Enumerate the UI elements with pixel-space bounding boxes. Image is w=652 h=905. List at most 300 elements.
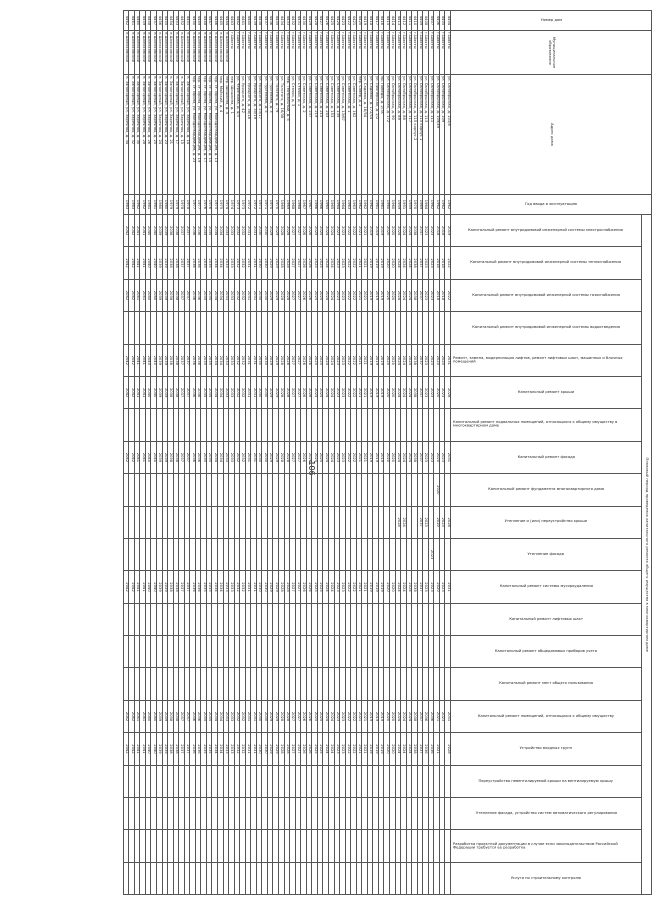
cell-work-year: 2019: [445, 215, 451, 247]
cell-address: м/р. ст. Ирина, ул. Молодогвардейцев, д. 15: [206, 75, 212, 195]
cell-work-year: 2034: [218, 700, 224, 732]
cell-work-year: [367, 409, 373, 441]
cell-work-year: [212, 636, 218, 668]
cell-num: 4438: [256, 11, 262, 31]
cell-work-year: [367, 538, 373, 570]
cell-work-year: [190, 830, 196, 862]
cell-work-year: [417, 668, 423, 700]
cell-work-year: [123, 474, 129, 506]
cell-work-year: [173, 765, 179, 797]
cell-work-year: [306, 474, 312, 506]
cell-work-year: [223, 409, 229, 441]
cell-work-year: 2021: [362, 571, 368, 603]
table-row: [195, 11, 201, 895]
cell-work-year: [157, 765, 163, 797]
cell-work-year: 2024: [323, 376, 329, 408]
cell-work-year: [323, 830, 329, 862]
cell-work-year: [306, 862, 312, 895]
cell-work-year: [256, 668, 262, 700]
cell-work-year: 2031: [245, 441, 251, 473]
cell-num: 4413: [395, 11, 401, 31]
cell-municipality: г.Шахты: [389, 31, 395, 75]
cell-work-year: [295, 668, 301, 700]
cell-work-year: 2039: [162, 700, 168, 732]
cell-work-year: [351, 603, 357, 635]
cell-work-year: [345, 603, 351, 635]
cell-work-year: [206, 830, 212, 862]
cell-work-year: 2035: [201, 279, 207, 311]
cell-work-year: 2038: [173, 215, 179, 247]
cell-work-year: 2025: [312, 247, 318, 279]
cell-work-year: 2021: [356, 441, 362, 473]
cell-work-year: 2033: [223, 247, 229, 279]
cell-work-year: 2021: [356, 571, 362, 603]
cell-work-year: [284, 409, 290, 441]
cell-work-year: [423, 474, 429, 506]
cell-work-year: 2024: [323, 571, 329, 603]
cell-work-year: [412, 798, 418, 830]
cell-municipality: г.Шахты: [378, 31, 384, 75]
cell-work-year: [140, 862, 146, 895]
cell-work-year: [129, 506, 135, 538]
cell-work-year: [223, 668, 229, 700]
cell-work-year: [306, 765, 312, 797]
cell-work-year: 2023: [439, 571, 445, 603]
cell-municipality: г.Шахты: [412, 31, 418, 75]
cell-work-year: 2024: [401, 441, 407, 473]
cell-address: ул. Октябрьская, д. 109: [439, 75, 445, 195]
cell-work-year: [417, 474, 423, 506]
cell-municipality: г.Шахты: [267, 31, 273, 75]
table-row: [134, 11, 140, 895]
header-work-20: Услуги по строительному контролю: [451, 862, 642, 895]
cell-work-year: 2041: [134, 733, 140, 765]
cell-work-year: [434, 603, 440, 635]
cell-work-year: [123, 312, 129, 344]
cell-year: 1971: [256, 195, 262, 215]
cell-work-year: [218, 862, 224, 895]
cell-work-year: [312, 474, 318, 506]
cell-work-year: 2032: [240, 344, 246, 376]
cell-work-year: [256, 538, 262, 570]
cell-work-year: [162, 538, 168, 570]
cell-work-year: 2030: [256, 344, 262, 376]
cell-year: 1982: [134, 195, 140, 215]
cell-work-year: [179, 312, 185, 344]
cell-work-year: 2024: [406, 733, 412, 765]
cell-work-year: [134, 603, 140, 635]
cell-work-year: [262, 409, 268, 441]
cell-num: 4408: [423, 11, 429, 31]
cell-work-year: 2021: [362, 733, 368, 765]
cell-work-year: 2023: [334, 344, 340, 376]
cell-work-year: [351, 862, 357, 895]
cell-work-year: [195, 798, 201, 830]
cell-work-year: 2042: [129, 376, 135, 408]
cell-work-year: 2024: [395, 344, 401, 376]
cell-work-year: [423, 862, 429, 895]
cell-work-year: [195, 862, 201, 895]
cell-work-year: 2039: [162, 344, 168, 376]
cell-work-year: [445, 603, 451, 635]
cell-work-year: 2032: [240, 700, 246, 732]
cell-work-year: [334, 636, 340, 668]
cell-work-year: 2023: [423, 279, 429, 311]
cell-work-year: 2023: [334, 215, 340, 247]
cell-work-year: [195, 830, 201, 862]
cell-work-year: 2022: [345, 247, 351, 279]
cell-work-year: [251, 506, 257, 538]
cell-work-year: [428, 312, 434, 344]
cell-work-year: [206, 506, 212, 538]
cell-work-year: [317, 765, 323, 797]
cell-work-year: 2028: [284, 215, 290, 247]
cell-address: ул. Советская, д. 162: [351, 75, 357, 195]
cell-work-year: [184, 506, 190, 538]
cell-work-year: 2024: [323, 247, 329, 279]
cell-work-year: 2035: [206, 700, 212, 732]
cell-work-year: [290, 798, 296, 830]
cell-address: ул. Советская, д. 2: [301, 75, 307, 195]
cell-work-year: 2031: [245, 279, 251, 311]
cell-year: 1981: [145, 195, 151, 215]
cell-work-year: 2019: [378, 247, 384, 279]
cell-work-year: [323, 506, 329, 538]
cell-work-year: [384, 506, 390, 538]
cell-work-year: [151, 603, 157, 635]
cell-work-year: [245, 506, 251, 538]
cell-address: ул. Октябрьская, д. 109/49: [434, 75, 440, 195]
cell-work-year: 2041: [140, 376, 146, 408]
cell-year: 1968: [295, 195, 301, 215]
cell-work-year: 2018: [434, 215, 440, 247]
cell-work-year: 2030: [256, 215, 262, 247]
cell-work-year: [384, 474, 390, 506]
cell-num: 4457: [151, 11, 157, 31]
cell-work-year: [301, 830, 307, 862]
cell-work-year: 2030: [262, 441, 268, 473]
cell-work-year: 2027: [295, 700, 301, 732]
cell-work-year: [406, 798, 412, 830]
table-row: [428, 11, 434, 895]
cell-work-year: 2042: [123, 376, 129, 408]
cell-work-year: 2029: [273, 733, 279, 765]
cell-work-year: 2038: [412, 700, 418, 732]
cell-work-year: [423, 603, 429, 635]
cell-work-year: [401, 312, 407, 344]
capital-repair-schedule-table: [123, 10, 652, 895]
cell-work-year: 2020: [434, 376, 440, 408]
cell-work-year: 2033: [229, 441, 235, 473]
cell-work-year: [179, 862, 185, 895]
cell-work-year: [384, 830, 390, 862]
cell-work-year: 2023: [340, 571, 346, 603]
table-row: [234, 11, 240, 895]
cell-work-year: 2023: [439, 441, 445, 473]
cell-work-year: [412, 765, 418, 797]
cell-work-year: 2039: [162, 441, 168, 473]
cell-work-year: [195, 668, 201, 700]
cell-work-year: 2034: [218, 344, 224, 376]
cell-work-year: [157, 668, 163, 700]
cell-work-year: [279, 830, 285, 862]
cell-work-year: 2033: [229, 571, 235, 603]
cell-work-year: 2038: [168, 344, 174, 376]
cell-work-year: [334, 668, 340, 700]
cell-work-year: [356, 798, 362, 830]
header-work-13: Капитальный ремонт общедомовых приборов учета: [451, 636, 642, 668]
cell-work-year: [145, 668, 151, 700]
cell-work-year: [395, 312, 401, 344]
cell-work-year: [334, 830, 340, 862]
cell-work-year: 2036: [195, 376, 201, 408]
cell-work-year: [256, 506, 262, 538]
cell-work-year: [218, 474, 224, 506]
table-row: [190, 11, 196, 895]
cell-work-year: 2024: [395, 279, 401, 311]
cell-work-year: 2039: [157, 441, 163, 473]
cell-work-year: [134, 474, 140, 506]
cell-work-year: [134, 765, 140, 797]
cell-address: ул. Садовая, д. 172/14: [367, 75, 373, 195]
cell-work-year: 2023: [334, 571, 340, 603]
cell-num: 4415: [384, 11, 390, 31]
cell-year: 1972: [251, 195, 257, 215]
cell-work-year: [362, 474, 368, 506]
cell-work-year: [428, 668, 434, 700]
cell-work-year: [423, 538, 429, 570]
cell-work-year: 2031: [245, 733, 251, 765]
cell-work-year: 2023: [423, 344, 429, 376]
cell-num: 4429: [306, 11, 312, 31]
cell-work-year: 2036: [190, 215, 196, 247]
cell-work-year: [168, 409, 174, 441]
cell-work-year: [234, 830, 240, 862]
cell-work-year: 2035: [201, 733, 207, 765]
cell-work-year: 2029: [267, 733, 273, 765]
cell-work-year: [267, 798, 273, 830]
table-row: [356, 11, 362, 895]
cell-work-year: [439, 798, 445, 830]
cell-work-year: 2024: [328, 344, 334, 376]
cell-municipality: п.Шолоховский: [123, 31, 129, 75]
cell-work-year: [179, 506, 185, 538]
cell-work-year: [428, 636, 434, 668]
table-row: [395, 11, 401, 895]
cell-work-year: [417, 830, 423, 862]
cell-year: 1965: [323, 195, 329, 215]
cell-work-year: 2020: [389, 279, 395, 311]
cell-work-year: [212, 474, 218, 506]
cell-work-year: 2031: [445, 344, 451, 376]
cell-work-year: [245, 409, 251, 441]
header-municipality: Муниципальное образование: [451, 31, 652, 75]
cell-work-year: [223, 312, 229, 344]
cell-num: 4427: [317, 11, 323, 31]
cell-work-year: 2035: [206, 247, 212, 279]
cell-work-year: 2035: [206, 441, 212, 473]
cell-work-year: [389, 506, 395, 538]
cell-work-year: [168, 636, 174, 668]
table-row: [157, 11, 163, 895]
cell-work-year: [173, 538, 179, 570]
cell-work-year: [234, 862, 240, 895]
cell-address: п. Заполярный, ул. Заречная, д. 28: [140, 75, 146, 195]
cell-municipality: г.Шахты: [295, 31, 301, 75]
cell-work-year: 2024: [395, 700, 401, 732]
cell-work-year: [306, 798, 312, 830]
cell-work-year: 2026: [301, 376, 307, 408]
cell-work-year: 2026: [301, 441, 307, 473]
cell-address: п. Заполярный, ул. Заречная, д. 14: [184, 75, 190, 195]
cell-work-year: [173, 312, 179, 344]
cell-work-year: [229, 538, 235, 570]
cell-work-year: [201, 636, 207, 668]
cell-municipality: г.Шахты: [328, 31, 334, 75]
cell-work-year: 2023: [423, 506, 429, 538]
cell-work-year: 2028: [445, 506, 451, 538]
cell-work-year: 2019: [373, 247, 379, 279]
cell-work-year: [434, 409, 440, 441]
cell-work-year: 2040: [151, 279, 157, 311]
cell-work-year: 2025: [317, 344, 323, 376]
cell-work-year: 2026: [306, 344, 312, 376]
cell-address: ул. Стачки, д. 1: [295, 75, 301, 195]
cell-work-year: 2020: [434, 506, 440, 538]
cell-address: пер. Театральный, д. 5: [284, 75, 290, 195]
cell-work-year: [251, 474, 257, 506]
cell-work-year: 2031: [245, 247, 251, 279]
cell-work-year: [223, 765, 229, 797]
cell-work-year: [184, 668, 190, 700]
cell-address: ул. Советская, д. 219: [312, 75, 318, 195]
cell-municipality: г.Шахты: [251, 31, 257, 75]
cell-work-year: 2025: [312, 700, 318, 732]
cell-work-year: 2038: [173, 376, 179, 408]
cell-work-year: 2025: [312, 733, 318, 765]
cell-work-year: 2036: [190, 247, 196, 279]
cell-work-year: [190, 538, 196, 570]
cell-work-year: [168, 862, 174, 895]
cell-num: 4412: [401, 11, 407, 31]
cell-work-year: [412, 636, 418, 668]
cell-work-year: 2022: [345, 215, 351, 247]
cell-work-year: [234, 506, 240, 538]
cell-work-year: 2042: [129, 344, 135, 376]
table-row: [173, 11, 179, 895]
cell-work-year: [279, 312, 285, 344]
cell-work-year: [173, 603, 179, 635]
cell-municipality: г.Шахты: [301, 31, 307, 75]
cell-work-year: [151, 765, 157, 797]
header-work-7: Капитальный ремонт фасада: [451, 441, 642, 473]
cell-work-year: [362, 636, 368, 668]
cell-municipality: г.Шахты: [312, 31, 318, 75]
cell-address: п. Заполярный, ул. Заречная, д. 17: [173, 75, 179, 195]
cell-work-year: [145, 636, 151, 668]
cell-work-year: [168, 603, 174, 635]
cell-work-year: [295, 603, 301, 635]
cell-work-year: 2038: [173, 344, 179, 376]
cell-work-year: [290, 636, 296, 668]
cell-address: ул. Советская, д. 237: [306, 75, 312, 195]
cell-work-year: [229, 765, 235, 797]
cell-work-year: [240, 668, 246, 700]
cell-work-year: [262, 798, 268, 830]
cell-work-year: [129, 798, 135, 830]
cell-work-year: [229, 668, 235, 700]
cell-work-year: [245, 474, 251, 506]
cell-address: ул. Черенкова, д. 4/3: [234, 75, 240, 195]
table-row: [129, 11, 135, 895]
cell-work-year: 2019: [378, 279, 384, 311]
cell-work-year: [378, 312, 384, 344]
cell-work-year: 2020: [434, 344, 440, 376]
cell-work-year: 2040: [145, 215, 151, 247]
cell-work-year: 2037: [417, 571, 423, 603]
cell-work-year: 2023: [428, 215, 434, 247]
cell-num: 4453: [173, 11, 179, 31]
page-number: 106: [307, 460, 316, 476]
cell-work-year: 2031: [445, 441, 451, 473]
cell-work-year: [195, 765, 201, 797]
cell-work-year: [151, 474, 157, 506]
cell-work-year: 2033: [229, 700, 235, 732]
cell-work-year: 2023: [340, 700, 346, 732]
cell-work-year: [362, 603, 368, 635]
header-work-15: Капитальный ремонт помещений, относящихся к общему имуществу: [451, 700, 642, 732]
cell-work-year: [201, 765, 207, 797]
cell-work-year: [317, 862, 323, 895]
table-row: [145, 11, 151, 895]
cell-work-year: [229, 603, 235, 635]
cell-work-year: [162, 765, 168, 797]
cell-work-year: [173, 409, 179, 441]
cell-work-year: 2030: [256, 571, 262, 603]
cell-work-year: [445, 409, 451, 441]
cell-work-year: 2024: [323, 279, 329, 311]
cell-address: п. Заполярный, ул. Заречная, д. 26: [145, 75, 151, 195]
cell-work-year: 2033: [223, 733, 229, 765]
cell-work-year: [334, 409, 340, 441]
cell-work-year: [251, 312, 257, 344]
cell-work-year: [389, 538, 395, 570]
cell-work-year: [401, 409, 407, 441]
cell-work-year: [212, 862, 218, 895]
cell-num: 4416: [378, 11, 384, 31]
cell-address: ул. Советская, д. 203: [323, 75, 329, 195]
cell-work-year: [206, 603, 212, 635]
cell-municipality: г.Шахты: [406, 31, 412, 75]
header-address: Адрес дома: [451, 75, 652, 195]
table-row: [162, 11, 168, 895]
cell-work-year: 2028: [279, 279, 285, 311]
cell-work-year: [356, 830, 362, 862]
cell-work-year: 2024: [406, 376, 412, 408]
cell-work-year: [367, 668, 373, 700]
cell-work-year: [373, 668, 379, 700]
cell-work-year: 2022: [351, 247, 357, 279]
cell-work-year: [262, 506, 268, 538]
cell-address: ул. Советская, д. 215: [317, 75, 323, 195]
cell-work-year: [256, 862, 262, 895]
cell-work-year: 2021: [356, 733, 362, 765]
cell-work-year: 2023: [439, 506, 445, 538]
cell-num: 4448: [201, 11, 207, 31]
cell-work-year: [201, 798, 207, 830]
cell-work-year: [290, 506, 296, 538]
cell-work-year: 2036: [190, 376, 196, 408]
